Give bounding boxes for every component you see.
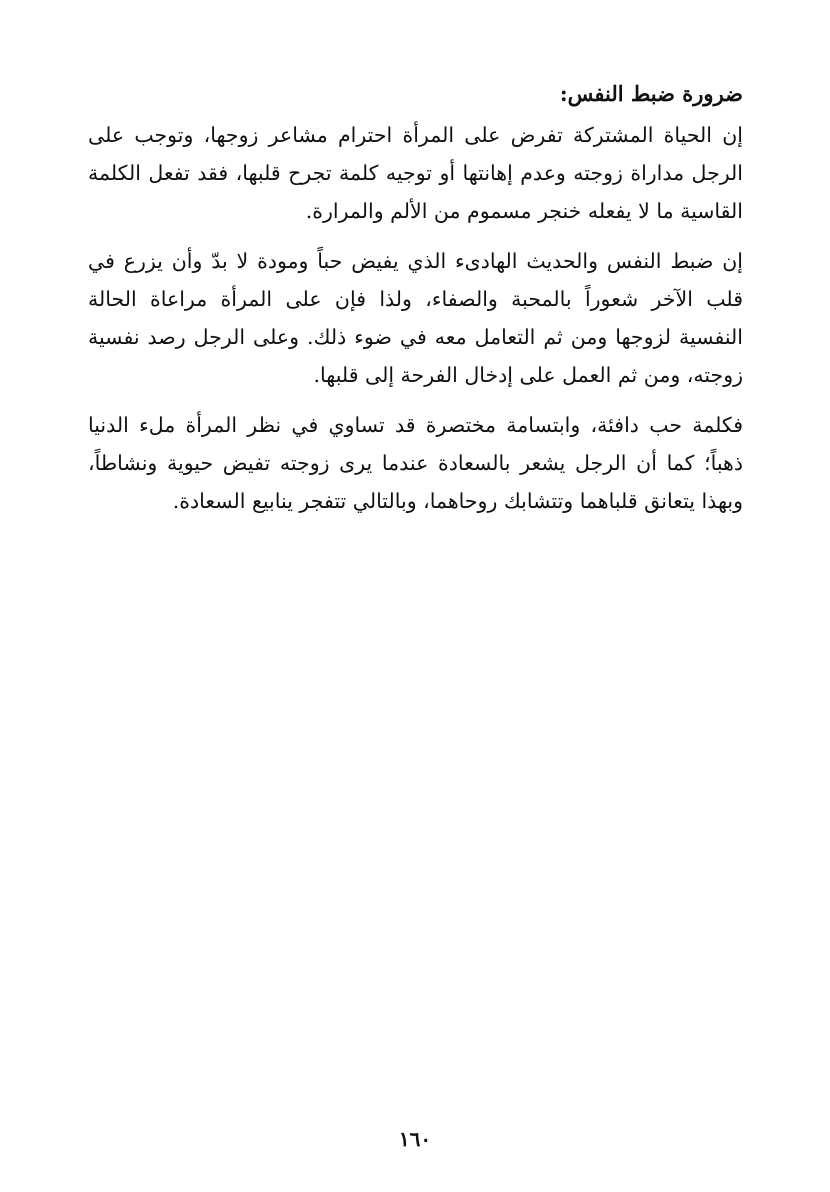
paragraph-3: فكلمة حب دافئة، وابتسامة مختصرة قد تساوي في نظر المرأة ملء الدنيا ذهباً؛ كما أن الرجل يشعر بالسعادة عندما يرى زوجته تفيض حيوية ونشاطاً، وبهذا يتعانق قلباهما وتتشابك روحاهما، وبالتالي تتفجر ينابيع السعادة. [88, 413, 743, 513]
paragraph-1: إن الحياة المشتركة تفرض على المرأة احترام مشاعر زوجها، وتوجب على الرجل مداراة زوجته وعدم إهانتها أو توجيه كلمة تجرح قلبها، فقد تفعل الكلمة القاسية ما لا يفعله خنجر مسموم من الألم والمرارة. [88, 123, 743, 223]
page-number: ١٦٠ [398, 1127, 432, 1151]
page-body [88, 78, 743, 532]
section-heading: ضرورة ضبط النفس: [559, 81, 743, 106]
paragraph-2: إن ضبط النفس والحديث الهادىء الذي يفيض حباً ومودة لا بدّ وأن يزرع في قلب الآخر شعوراً بالمحبة والصفاء، ولذا فإن على المرأة مراعاة الحالة النفسية لزوجها ومن ثم التعامل معه في ضوء ذلك. وعلى الرجل رصد نفسية زوجته، ومن ثم العمل على إدخال الفرحة إلى قلبها. [88, 249, 743, 387]
